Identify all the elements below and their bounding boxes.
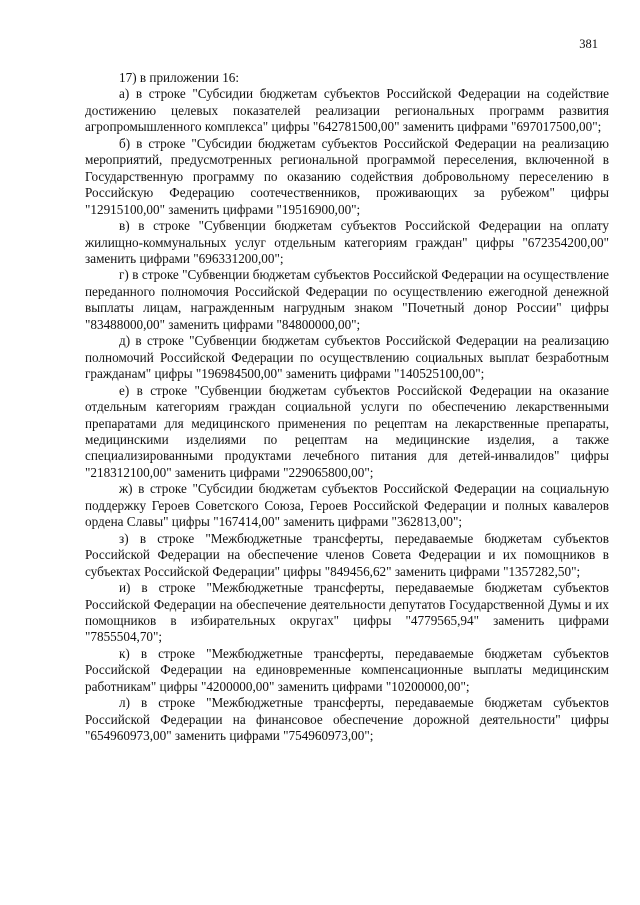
amendment-item-v: в) в строке "Субвенции бюджетам субъектов Российской Федерации на оплату жилищно-коммунальных услуг отдельным категориям граждан" цифры "672354200,00" заменить цифрами "696331200,00";: [85, 218, 609, 266]
page-number: 381: [579, 37, 598, 51]
document-body: [85, 70, 609, 745]
amendment-item-i: и) в строке "Межбюджетные трансферты, передаваемые бюджетам субъектов Российской Федерации на обеспечение деятельности депутатов Государственной Думы и их помощников в избирательных округах" цифры "4779565,94" заменить цифрами "7855504,70";: [85, 580, 609, 645]
amendment-item-z: з) в строке "Межбюджетные трансферты, передаваемые бюджетам субъектов Российской Федерации на обеспечение членов Совета Федерации и их помощников в субъектах Российской Федерации" цифры "849456,62" заменить цифрами "1357282,50";: [85, 530, 609, 579]
amendment-item-d: д) в строке "Субвенции бюджетам субъектов Российской Федерации на реализацию полномочий Российской Федерации по осуществлению социальных выплат безработным гражданам" цифры "196984500,00" заменить цифрами "140525100,00";: [85, 333, 609, 382]
amendment-item-a: а) в строке "Субсидии бюджетам субъектов Российской Федерации на содействие достижению целевых показателей реализации региональных программ развития агропромышленного комплекса" цифры "642781500,00" заменить цифрами "697017500,00";: [85, 86, 609, 135]
amendment-item-l: л) в строке "Межбюджетные трансферты, передаваемые бюджетам субъектов Российской Федерации на финансовое обеспечение дорожной деятельности" цифры "654960973,00" заменить цифрами "754960973,00";: [85, 695, 609, 744]
amendment-item-g: г) в строке "Субвенции бюджетам субъектов Российской Федерации на осуществление переданного полномочия Российской Федерации по осуществлению ежегодной денежной выплаты лицам, награжденным нагрудным знаком "Почетный донор России" цифры "83488000,00" заменить цифрами "84800000,00";: [85, 267, 609, 332]
amendment-item-k: к) в строке "Межбюджетные трансферты, передаваемые бюджетам субъектов Российской Федерации на единовременные компенсационные выплаты медицинским работникам" цифры "4200000,00" заменить цифрами "10200000,00";: [85, 645, 609, 694]
amendment-item-zh: ж) в строке "Субсидии бюджетам субъектов Российской Федерации на социальную поддержку Героев Советского Союза, Героев Российской Федерации и полных кавалеров ордена Славы" цифры "167414,00" заменить цифрами "362813,00";: [85, 481, 609, 530]
amendment-item-e: е) в строке "Субвенции бюджетам субъектов Российской Федерации на оказание отдельным категориям граждан социальной услуги по обеспечению лекарственными препаратами для медицинского применения по рецептам на лекарственные препараты, медицинскими изделиями по рецептам на медицинские изделия, а также специализированными продуктами лечебного питания для детей-инвалидов" цифры "218312100,00" заменить цифрами "229065800,00";: [85, 382, 609, 480]
section-heading: 17) в приложении 16:: [119, 70, 240, 85]
amendment-item-b: б) в строке "Субсидии бюджетам субъектов Российской Федерации на реализацию мероприятий, предусмотренных региональной программой переселения, включенной в Государственную программу по оказанию содействия добровольному переселению в Российскую Федерацию соотечественников, проживающих за рубежом" цифры "12915100,00" заменить цифрами "19516900,00";: [85, 135, 609, 217]
